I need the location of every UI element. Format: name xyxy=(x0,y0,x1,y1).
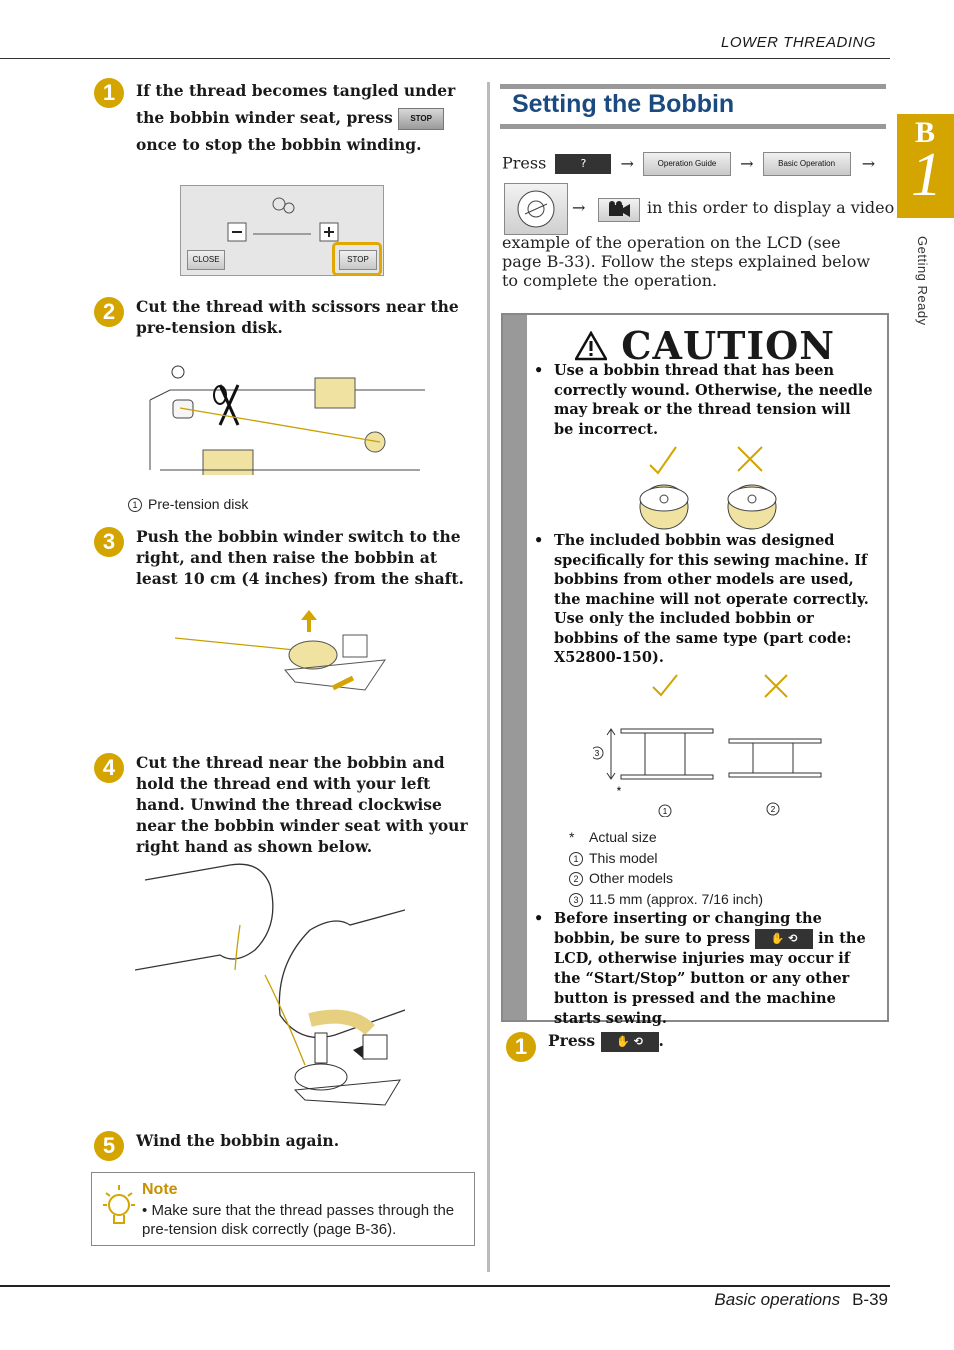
legend-mark: 1 xyxy=(569,852,583,866)
hands-unwind-illustration xyxy=(135,855,405,1110)
page-footer xyxy=(714,1290,888,1310)
caution-bullet-2 xyxy=(534,531,879,668)
caption-text: Pre-tension disk xyxy=(148,496,249,512)
video-button[interactable] xyxy=(598,198,640,222)
step-number: 1 xyxy=(94,78,124,108)
caution-box xyxy=(501,313,889,1027)
caution-bullet-3-text-a: Before inserting or changing the bobbin, be sure to press xyxy=(554,910,822,947)
intro-line-1 xyxy=(502,152,875,176)
chapter-label: Getting Ready xyxy=(915,236,930,326)
help-button[interactable]: ? xyxy=(555,154,611,174)
warning-icon xyxy=(575,331,607,361)
header-title: LOWER THREADING xyxy=(720,34,876,51)
chapter-letter: B xyxy=(915,116,936,149)
stop-button[interactable]: STOP xyxy=(398,108,444,130)
legend-text: This model xyxy=(589,849,658,866)
caution-label: CAUTION xyxy=(621,323,835,368)
arrow-icon: → xyxy=(620,153,634,173)
lock-icon: ✋ ⟲ xyxy=(616,1035,643,1048)
footer-rule xyxy=(0,1285,890,1287)
step-number: 4 xyxy=(94,753,124,783)
callout-2-label: 2 xyxy=(770,805,776,814)
step-3-text: Push the bobbin winder switch to the right, and then raise the bobbin at least 10 cm (4 inches) from the shaft. xyxy=(136,527,464,588)
video-camera-icon xyxy=(599,199,639,221)
lightbulb-icon xyxy=(102,1183,136,1231)
lock-icon: ✋ ⟲ xyxy=(770,932,798,945)
basic-operation-button[interactable]: Basic Operation xyxy=(763,152,851,176)
legend-item xyxy=(569,868,763,889)
check-icon xyxy=(653,675,677,695)
callout-marker: 1 xyxy=(128,498,142,512)
step-1-text xyxy=(136,77,466,158)
section-title: Setting the Bobbin xyxy=(512,90,735,118)
check-icon xyxy=(650,447,676,473)
asterisk-label: * xyxy=(616,784,622,798)
heading-bar xyxy=(500,124,886,129)
bobbin-topic-button[interactable] xyxy=(504,183,568,235)
caution-bullet-1-text: Use a bobbin thread that has been correctly wound. Otherwise, the needle may break or the thread tension will be incorrect. xyxy=(554,362,873,438)
step-4-text: Cut the thread near the bobbin and hold the thread end with your left hand. Unwind the thread clockwise near the bobbin winder seat with your right hand as shown below. xyxy=(136,753,468,856)
page-number: B-39 xyxy=(852,1290,888,1309)
bullet-mark: • xyxy=(534,362,544,379)
callout-1-label: 1 xyxy=(662,807,668,816)
figure-caption xyxy=(128,496,248,512)
heading-bar xyxy=(500,84,886,89)
step-5-text: Wind the bobbin again. xyxy=(136,1131,340,1150)
step-1-text-b: once to stop the bobbin winding. xyxy=(136,135,422,154)
legend-text: Other models xyxy=(589,870,674,886)
legend-mark: * xyxy=(569,829,575,845)
legend-item xyxy=(569,827,763,848)
operation-guide-button[interactable]: Operation Guide xyxy=(643,152,731,176)
caution-bullet-3-text-b: in the LCD, otherwise injuries may occur if the “Start/Stop” button or any other button is pressed and the machine starts sewing. xyxy=(554,930,866,1027)
section-heading xyxy=(500,84,886,130)
arrow-icon: → xyxy=(572,198,586,217)
caution-bullet-2-text: The included bobbin was designed specifically for this sewing machine. If bobbins from other models are used, the machine will not operate correctly. Use only the included bobbin or bobbins of the same type (part code: X52800-150). xyxy=(554,532,869,666)
bobbin-size-comparison xyxy=(593,667,833,817)
legend-text: 11.5 mm (approx. 7/16 inch) xyxy=(589,890,764,907)
step-1-text-a: If the thread becomes tangled under the bobbin winder seat, press xyxy=(136,81,456,127)
press-text: Press xyxy=(548,1031,596,1050)
scissors-cut-illustration xyxy=(140,360,425,475)
chapter-tab xyxy=(897,114,954,218)
callout-3-label: 3 xyxy=(594,749,600,758)
step-number: 5 xyxy=(94,1131,124,1161)
step-2-text: Cut the thread with scissors near the pre-tension disk. xyxy=(136,297,459,337)
cross-icon xyxy=(738,447,762,471)
presser-foot-lock-button[interactable] xyxy=(755,929,813,949)
arrow-icon: → xyxy=(861,153,876,173)
legend-mark: 2 xyxy=(569,872,583,886)
caution-bullet-3 xyxy=(534,909,879,1029)
bullet-mark: • xyxy=(534,910,544,927)
right-step-1-text xyxy=(548,1030,664,1052)
legend-text: Actual size xyxy=(589,829,657,845)
period: . xyxy=(658,1031,664,1050)
footer-section: Basic operations xyxy=(714,1290,841,1309)
raise-bobbin-illustration xyxy=(175,610,390,695)
intro-text-a: in this order to display a video xyxy=(647,198,895,217)
bobbin-icon xyxy=(505,184,567,234)
step-number: 1 xyxy=(506,1032,536,1062)
bobbin-wound-comparison xyxy=(628,443,798,533)
column-divider xyxy=(487,82,490,1272)
step-number: 3 xyxy=(94,527,124,557)
note-title: Note xyxy=(142,1181,178,1198)
legend-item xyxy=(569,848,763,869)
intro-text-b: example of the operation on the LCD (see page B-33). Follow the steps explained below to complete the operation. xyxy=(502,233,871,290)
arrow-icon: → xyxy=(740,153,754,173)
note-bullet: • xyxy=(142,1202,148,1219)
step-number: 2 xyxy=(94,297,124,327)
presser-foot-lock-button[interactable] xyxy=(601,1032,659,1052)
close-button[interactable]: CLOSE xyxy=(187,250,225,270)
screen-stop-button[interactable]: STOP xyxy=(339,250,377,270)
note-box xyxy=(91,1172,475,1246)
caution-stripe xyxy=(503,315,527,1020)
chapter-number: 1 xyxy=(911,141,942,209)
header-rule xyxy=(0,58,890,59)
legend-item xyxy=(569,889,763,910)
press-label: Press xyxy=(502,153,547,173)
note-body: Make sure that the thread passes through the pre-tension disk correctly (page B-36). xyxy=(142,1202,455,1238)
lcd-screen-illustration xyxy=(180,185,384,276)
caution-bullet-1 xyxy=(534,361,874,439)
note-text xyxy=(142,1201,467,1239)
cross-icon xyxy=(765,675,787,697)
bullet-mark: • xyxy=(534,532,544,549)
legend-mark: 3 xyxy=(569,893,583,907)
figure-legend xyxy=(569,827,763,909)
